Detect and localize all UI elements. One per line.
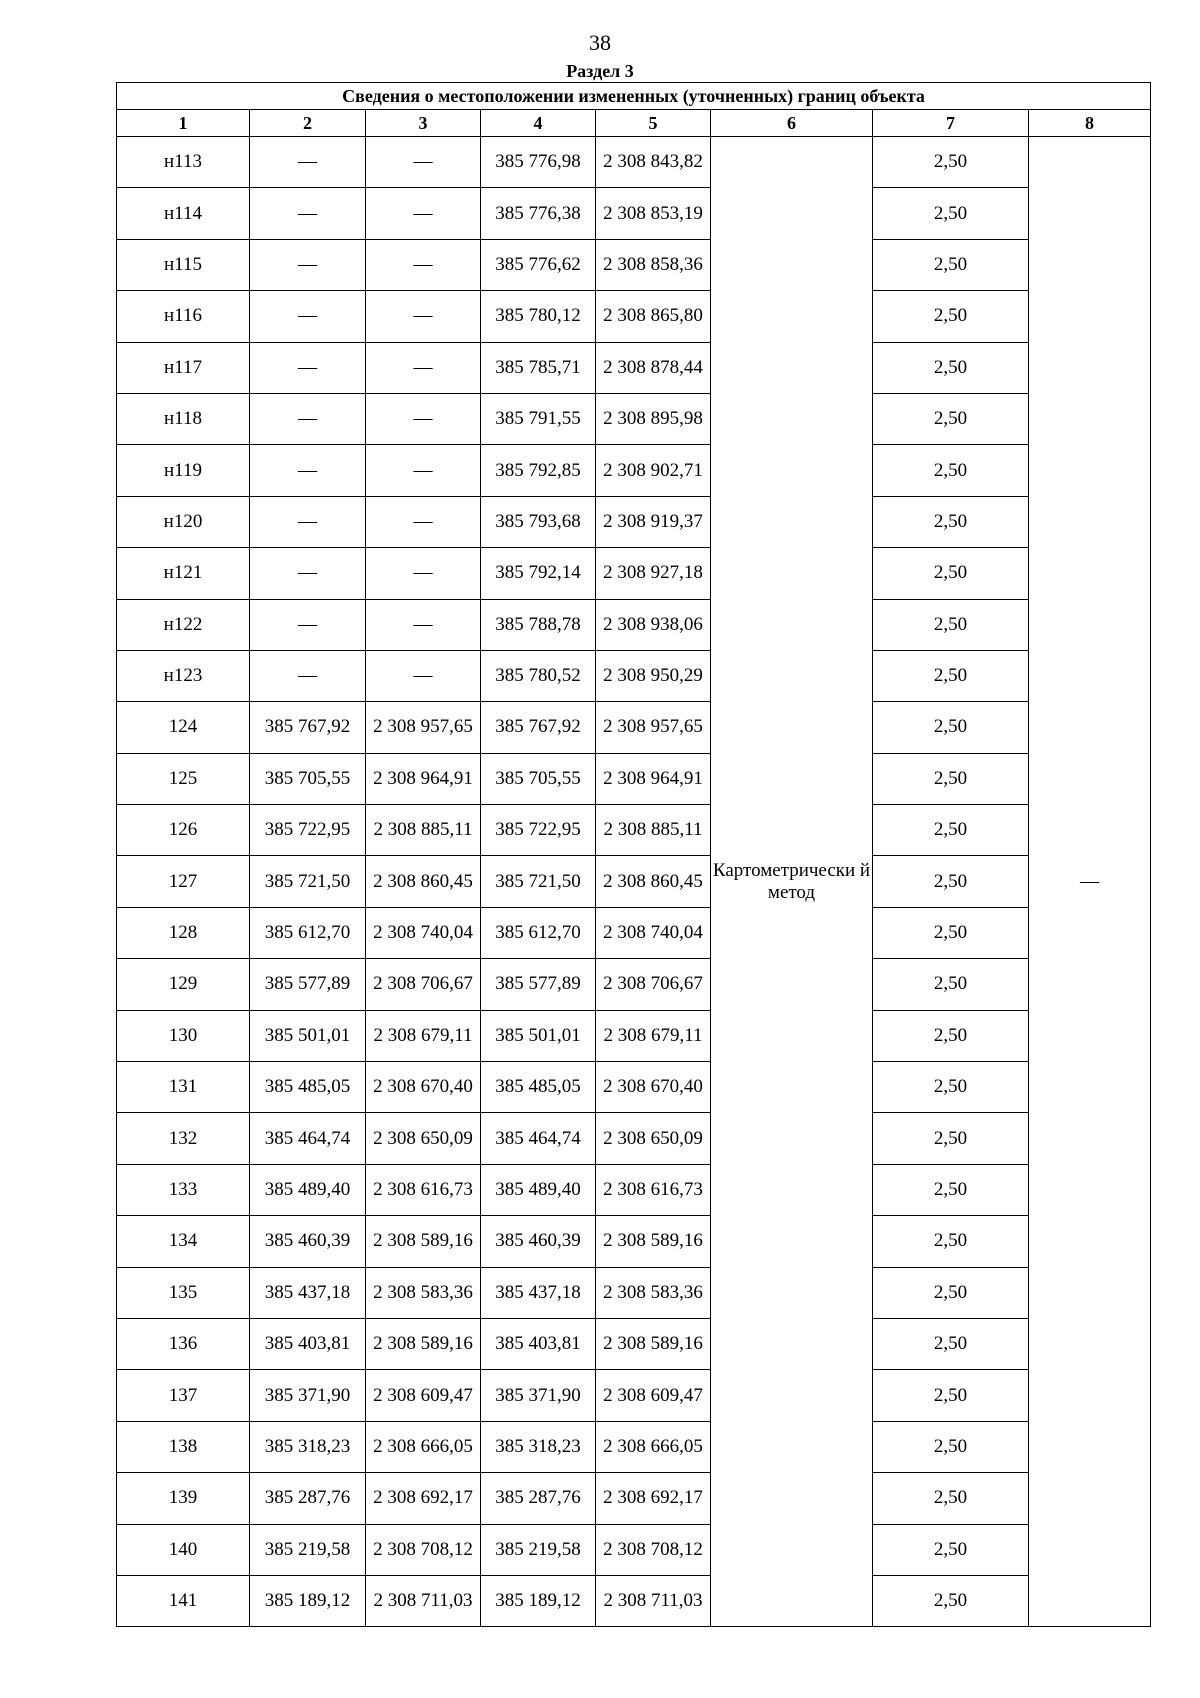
section-title: Раздел 3 <box>566 61 634 81</box>
refined-y-cell: 2 308 666,05 <box>596 1421 711 1472</box>
existing-x-cell: 385 722,95 <box>250 805 366 856</box>
point-id-cell: 125 <box>117 753 250 804</box>
existing-y-cell: — <box>366 291 481 342</box>
point-id-cell: н121 <box>117 548 250 599</box>
refined-x-cell: 385 722,95 <box>481 805 596 856</box>
table-caption: Сведения о местоположении измененных (уточненных) границ объекта <box>117 83 1151 110</box>
refined-x-cell: 385 785,71 <box>481 342 596 393</box>
point-id-cell: 139 <box>117 1473 250 1524</box>
point-id-cell: 132 <box>117 1113 250 1164</box>
accuracy-cell: 2,50 <box>873 548 1029 599</box>
accuracy-cell: 2,50 <box>873 1473 1029 1524</box>
refined-y-cell: 2 308 853,19 <box>596 188 711 239</box>
point-id-cell: 136 <box>117 1318 250 1369</box>
refined-x-cell: 385 792,85 <box>481 445 596 496</box>
refined-y-cell: 2 308 843,82 <box>596 137 711 188</box>
accuracy-cell: 2,50 <box>873 1267 1029 1318</box>
existing-y-cell: 2 308 885,11 <box>366 805 481 856</box>
existing-x-cell: 385 219,58 <box>250 1524 366 1575</box>
refined-x-cell: 385 705,55 <box>481 753 596 804</box>
existing-y-cell: — <box>366 650 481 701</box>
refined-x-cell: 385 788,78 <box>481 599 596 650</box>
refined-x-cell: 385 780,12 <box>481 291 596 342</box>
existing-y-cell: — <box>366 445 481 496</box>
existing-y-cell: — <box>366 188 481 239</box>
refined-y-cell: 2 308 957,65 <box>596 702 711 753</box>
method-cell: Картометрически й метод <box>711 137 873 1627</box>
existing-x-cell: — <box>250 137 366 188</box>
refined-y-cell: 2 308 885,11 <box>596 805 711 856</box>
existing-y-cell: 2 308 679,11 <box>366 1010 481 1061</box>
existing-x-cell: 385 403,81 <box>250 1318 366 1369</box>
refined-y-cell: 2 308 670,40 <box>596 1062 711 1113</box>
refined-x-cell: 385 776,98 <box>481 137 596 188</box>
refined-x-cell: 385 577,89 <box>481 959 596 1010</box>
refined-y-cell: 2 308 740,04 <box>596 907 711 958</box>
point-id-cell: н119 <box>117 445 250 496</box>
existing-y-cell: 2 308 860,45 <box>366 856 481 907</box>
accuracy-cell: 2,50 <box>873 753 1029 804</box>
table-row <box>117 856 1151 907</box>
accuracy-cell: 2,50 <box>873 1318 1029 1369</box>
refined-x-cell: 385 791,55 <box>481 393 596 444</box>
accuracy-cell: 2,50 <box>873 393 1029 444</box>
refined-x-cell: 385 792,14 <box>481 548 596 599</box>
refined-x-cell: 385 219,58 <box>481 1524 596 1575</box>
existing-x-cell: 385 501,01 <box>250 1010 366 1061</box>
table-row <box>117 805 1151 856</box>
table-row <box>117 445 1151 496</box>
point-id-cell: 127 <box>117 856 250 907</box>
accuracy-cell: 2,50 <box>873 1421 1029 1472</box>
refined-y-cell: 2 308 902,71 <box>596 445 711 496</box>
table-row <box>117 1473 1151 1524</box>
point-id-cell: 141 <box>117 1575 250 1626</box>
point-id-cell: н117 <box>117 342 250 393</box>
existing-x-cell: — <box>250 650 366 701</box>
refined-x-cell: 385 501,01 <box>481 1010 596 1061</box>
refined-y-cell: 2 308 583,36 <box>596 1267 711 1318</box>
accuracy-cell: 2,50 <box>873 1524 1029 1575</box>
refined-x-cell: 385 776,38 <box>481 188 596 239</box>
existing-y-cell: — <box>366 599 481 650</box>
accuracy-cell: 2,50 <box>873 1216 1029 1267</box>
table-row <box>117 1113 1151 1164</box>
existing-y-cell: 2 308 706,67 <box>366 959 481 1010</box>
point-id-cell: н115 <box>117 239 250 290</box>
table-row <box>117 1524 1151 1575</box>
existing-x-cell: 385 287,76 <box>250 1473 366 1524</box>
existing-y-cell: — <box>366 548 481 599</box>
existing-x-cell: 385 485,05 <box>250 1062 366 1113</box>
existing-x-cell: — <box>250 188 366 239</box>
accuracy-cell: 2,50 <box>873 1575 1029 1626</box>
existing-y-cell: 2 308 708,12 <box>366 1524 481 1575</box>
refined-x-cell: 385 767,92 <box>481 702 596 753</box>
refined-y-cell: 2 308 878,44 <box>596 342 711 393</box>
refined-x-cell: 385 721,50 <box>481 856 596 907</box>
accuracy-cell: 2,50 <box>873 599 1029 650</box>
existing-y-cell: — <box>366 496 481 547</box>
accuracy-cell: 2,50 <box>873 959 1029 1010</box>
table-row <box>117 291 1151 342</box>
refined-x-cell: 385 464,74 <box>481 1113 596 1164</box>
table-row <box>117 1318 1151 1369</box>
point-id-cell: н116 <box>117 291 250 342</box>
existing-x-cell: 385 318,23 <box>250 1421 366 1472</box>
existing-y-cell: 2 308 583,36 <box>366 1267 481 1318</box>
point-id-cell: 133 <box>117 1164 250 1215</box>
refined-y-cell: 2 308 616,73 <box>596 1164 711 1215</box>
column-number-row <box>117 110 1151 137</box>
refined-x-cell: 385 318,23 <box>481 1421 596 1472</box>
existing-x-cell: — <box>250 239 366 290</box>
table-row <box>117 188 1151 239</box>
column-number: 2 <box>250 110 366 137</box>
refined-x-cell: 385 403,81 <box>481 1318 596 1369</box>
table-row <box>117 1421 1151 1472</box>
refined-y-cell: 2 308 679,11 <box>596 1010 711 1061</box>
refined-y-cell: 2 308 650,09 <box>596 1113 711 1164</box>
existing-y-cell: — <box>366 393 481 444</box>
existing-x-cell: 385 464,74 <box>250 1113 366 1164</box>
existing-y-cell: 2 308 589,16 <box>366 1318 481 1369</box>
point-id-cell: 135 <box>117 1267 250 1318</box>
table-row <box>117 1164 1151 1215</box>
accuracy-cell: 2,50 <box>873 239 1029 290</box>
refined-x-cell: 385 780,52 <box>481 650 596 701</box>
refined-y-cell: 2 308 950,29 <box>596 650 711 701</box>
table-row <box>117 1010 1151 1061</box>
refined-y-cell: 2 308 711,03 <box>596 1575 711 1626</box>
accuracy-cell: 2,50 <box>873 1062 1029 1113</box>
refined-x-cell: 385 793,68 <box>481 496 596 547</box>
refined-y-cell: 2 308 708,12 <box>596 1524 711 1575</box>
existing-x-cell: 385 767,92 <box>250 702 366 753</box>
point-id-cell: н113 <box>117 137 250 188</box>
accuracy-cell: 2,50 <box>873 856 1029 907</box>
point-id-cell: 138 <box>117 1421 250 1472</box>
column-number: 6 <box>711 110 873 137</box>
existing-x-cell: 385 437,18 <box>250 1267 366 1318</box>
point-id-cell: н114 <box>117 188 250 239</box>
table-row <box>117 1575 1151 1626</box>
refined-x-cell: 385 776,62 <box>481 239 596 290</box>
column-number: 1 <box>117 110 250 137</box>
table-row <box>117 907 1151 958</box>
accuracy-cell: 2,50 <box>873 702 1029 753</box>
point-id-cell: н123 <box>117 650 250 701</box>
existing-x-cell: 385 705,55 <box>250 753 366 804</box>
refined-y-cell: 2 308 692,17 <box>596 1473 711 1524</box>
existing-x-cell: — <box>250 291 366 342</box>
refined-x-cell: 385 437,18 <box>481 1267 596 1318</box>
existing-x-cell: — <box>250 445 366 496</box>
refined-x-cell: 385 612,70 <box>481 907 596 958</box>
refined-y-cell: 2 308 860,45 <box>596 856 711 907</box>
table-row <box>117 1216 1151 1267</box>
existing-y-cell: — <box>366 342 481 393</box>
existing-y-cell: 2 308 964,91 <box>366 753 481 804</box>
existing-y-cell: 2 308 670,40 <box>366 1062 481 1113</box>
existing-x-cell: — <box>250 548 366 599</box>
existing-x-cell: 385 460,39 <box>250 1216 366 1267</box>
table-row <box>117 1267 1151 1318</box>
existing-x-cell: 385 612,70 <box>250 907 366 958</box>
page-number: 38 <box>589 30 611 55</box>
refined-y-cell: 2 308 706,67 <box>596 959 711 1010</box>
point-id-cell: 134 <box>117 1216 250 1267</box>
point-id-cell: 140 <box>117 1524 250 1575</box>
refined-y-cell: 2 308 589,16 <box>596 1318 711 1369</box>
existing-x-cell: 385 189,12 <box>250 1575 366 1626</box>
point-id-cell: н120 <box>117 496 250 547</box>
accuracy-cell: 2,50 <box>873 1113 1029 1164</box>
point-id-cell: н122 <box>117 599 250 650</box>
accuracy-cell: 2,50 <box>873 342 1029 393</box>
accuracy-cell: 2,50 <box>873 1010 1029 1061</box>
table-row <box>117 650 1151 701</box>
accuracy-cell: 2,50 <box>873 445 1029 496</box>
point-id-cell: 137 <box>117 1370 250 1421</box>
table-row <box>117 342 1151 393</box>
point-id-cell: 129 <box>117 959 250 1010</box>
table-row <box>117 496 1151 547</box>
existing-y-cell: 2 308 692,17 <box>366 1473 481 1524</box>
refined-x-cell: 385 189,12 <box>481 1575 596 1626</box>
column-number: 8 <box>1029 110 1151 137</box>
accuracy-cell: 2,50 <box>873 1370 1029 1421</box>
existing-x-cell: 385 577,89 <box>250 959 366 1010</box>
refined-y-cell: 2 308 919,37 <box>596 496 711 547</box>
column-number: 5 <box>596 110 711 137</box>
boundary-coordinates-table <box>116 82 1151 1627</box>
accuracy-cell: 2,50 <box>873 496 1029 547</box>
table-row <box>117 959 1151 1010</box>
col8-cell: — <box>1029 137 1151 1627</box>
point-id-cell: 128 <box>117 907 250 958</box>
table-row <box>117 393 1151 444</box>
refined-y-cell: 2 308 964,91 <box>596 753 711 804</box>
refined-x-cell: 385 460,39 <box>481 1216 596 1267</box>
refined-y-cell: 2 308 938,06 <box>596 599 711 650</box>
existing-x-cell: 385 489,40 <box>250 1164 366 1215</box>
column-number: 3 <box>366 110 481 137</box>
point-id-cell: 131 <box>117 1062 250 1113</box>
existing-x-cell: — <box>250 496 366 547</box>
table-row <box>117 548 1151 599</box>
existing-y-cell: — <box>366 137 481 188</box>
existing-x-cell: — <box>250 342 366 393</box>
accuracy-cell: 2,50 <box>873 805 1029 856</box>
existing-y-cell: 2 308 609,47 <box>366 1370 481 1421</box>
table-row <box>117 1370 1151 1421</box>
existing-y-cell: 2 308 957,65 <box>366 702 481 753</box>
existing-x-cell: 385 371,90 <box>250 1370 366 1421</box>
existing-y-cell: 2 308 666,05 <box>366 1421 481 1472</box>
refined-y-cell: 2 308 865,80 <box>596 291 711 342</box>
refined-x-cell: 385 287,76 <box>481 1473 596 1524</box>
refined-y-cell: 2 308 895,98 <box>596 393 711 444</box>
point-id-cell: н118 <box>117 393 250 444</box>
existing-x-cell: 385 721,50 <box>250 856 366 907</box>
refined-y-cell: 2 308 858,36 <box>596 239 711 290</box>
point-id-cell: 130 <box>117 1010 250 1061</box>
existing-x-cell: — <box>250 599 366 650</box>
existing-x-cell: — <box>250 393 366 444</box>
table-row <box>117 137 1151 188</box>
accuracy-cell: 2,50 <box>873 1164 1029 1215</box>
table-row <box>117 239 1151 290</box>
existing-y-cell: 2 308 650,09 <box>366 1113 481 1164</box>
point-id-cell: 126 <box>117 805 250 856</box>
table-row <box>117 599 1151 650</box>
refined-y-cell: 2 308 589,16 <box>596 1216 711 1267</box>
accuracy-cell: 2,50 <box>873 188 1029 239</box>
refined-y-cell: 2 308 927,18 <box>596 548 711 599</box>
table-row <box>117 753 1151 804</box>
existing-y-cell: — <box>366 239 481 290</box>
refined-x-cell: 385 489,40 <box>481 1164 596 1215</box>
accuracy-cell: 2,50 <box>873 907 1029 958</box>
table-row <box>117 702 1151 753</box>
refined-x-cell: 385 485,05 <box>481 1062 596 1113</box>
table-row <box>117 1062 1151 1113</box>
refined-y-cell: 2 308 609,47 <box>596 1370 711 1421</box>
refined-x-cell: 385 371,90 <box>481 1370 596 1421</box>
accuracy-cell: 2,50 <box>873 291 1029 342</box>
existing-y-cell: 2 308 740,04 <box>366 907 481 958</box>
column-number: 4 <box>481 110 596 137</box>
existing-y-cell: 2 308 589,16 <box>366 1216 481 1267</box>
column-number: 7 <box>873 110 1029 137</box>
point-id-cell: 124 <box>117 702 250 753</box>
existing-y-cell: 2 308 711,03 <box>366 1575 481 1626</box>
table-body <box>117 137 1151 1627</box>
existing-y-cell: 2 308 616,73 <box>366 1164 481 1215</box>
accuracy-cell: 2,50 <box>873 650 1029 701</box>
accuracy-cell: 2,50 <box>873 137 1029 188</box>
